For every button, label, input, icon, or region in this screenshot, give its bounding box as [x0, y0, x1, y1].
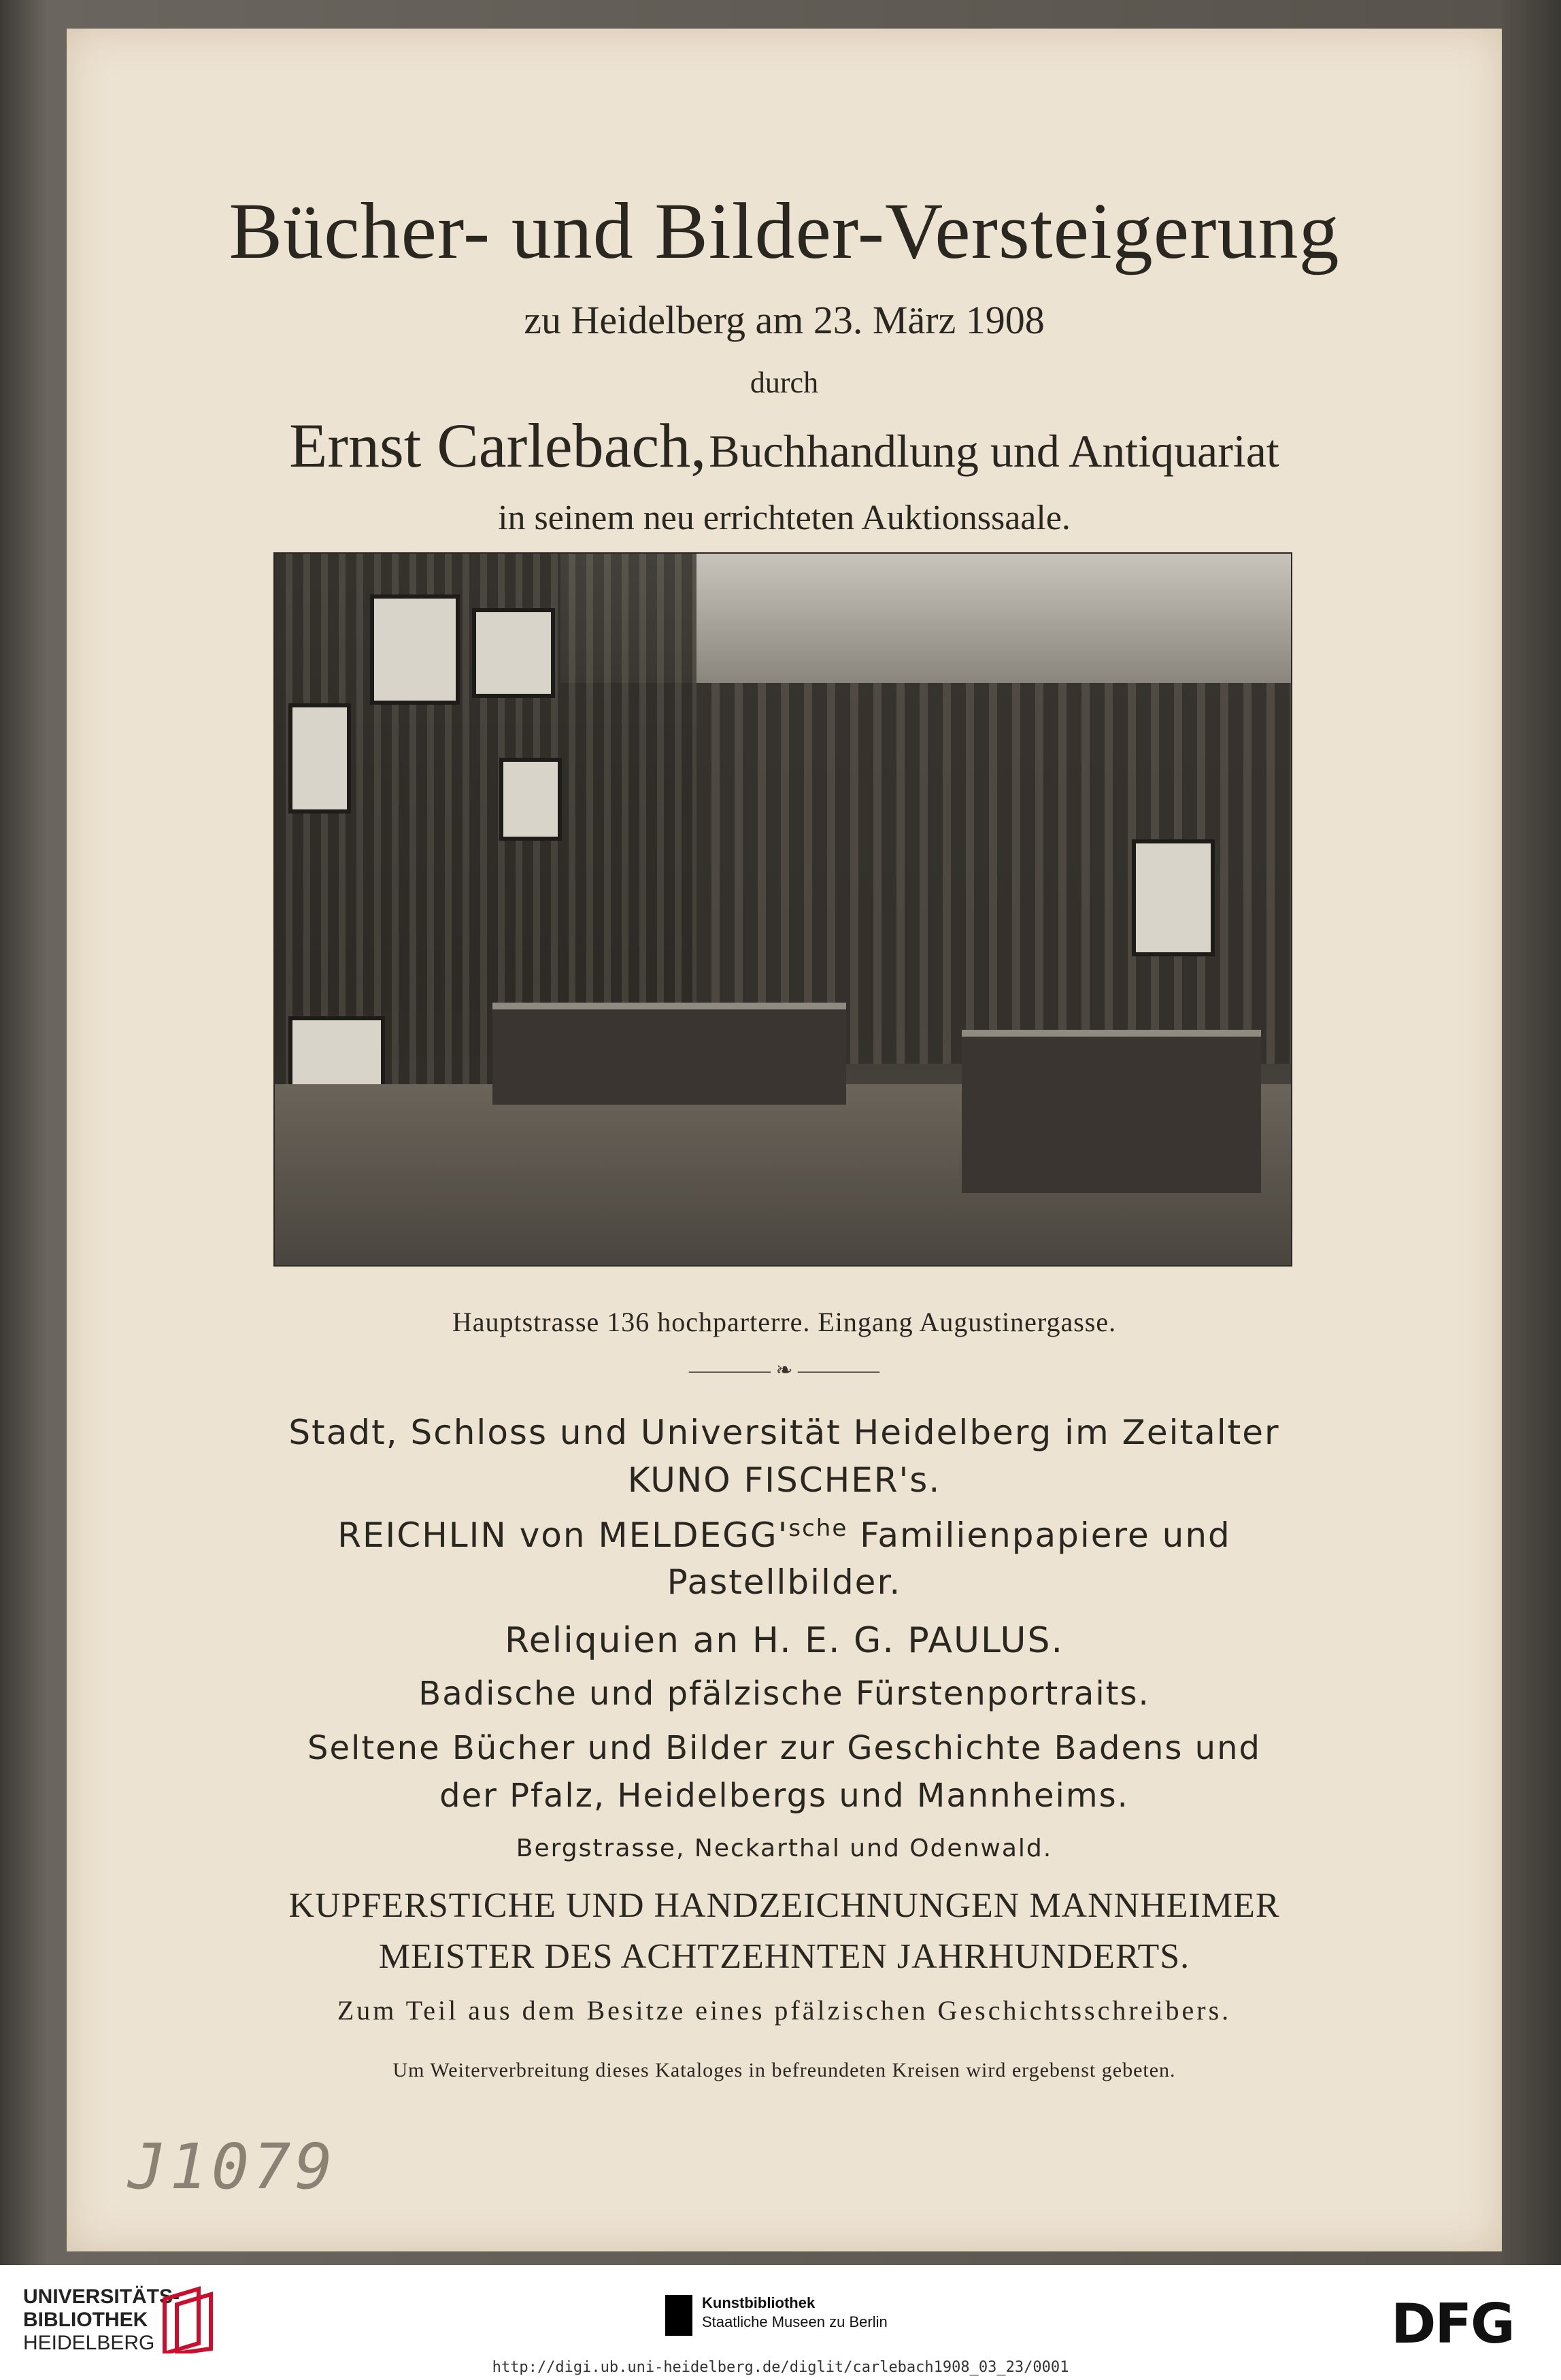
photo-picture-frame: [472, 608, 555, 698]
content-line-4: Pastellbilder.: [667, 1562, 902, 1602]
content-line-3-superscript: sche: [788, 1515, 848, 1542]
firm-line: [67, 409, 1502, 482]
content-line-3-rest: Familienpapiere und: [847, 1515, 1231, 1555]
content-line-5: Reliquien an H. E. G. PAULUS.: [504, 1620, 1064, 1661]
kb-logo-line-2: Staatliche Museen zu Berlin: [702, 2313, 888, 2330]
photo-picture-frame: [288, 1016, 385, 1092]
page-title: Bücher- und Bilder-Versteigerung: [229, 186, 1340, 275]
content-line-12: Zum Teil aus dem Besitze eines pfälzischen Geschichtsschreibers.: [337, 1995, 1232, 2026]
kunstbibliothek-logo[interactable]: [702, 2294, 888, 2332]
content-line-7: Seltene Bücher und Bilder zur Geschichte Badens und: [307, 1729, 1261, 1767]
photo-table-right: [962, 1030, 1261, 1193]
content-line-3-main: REICHLIN von MELDEGG': [337, 1515, 789, 1555]
photo-caption: Hauptstrasse 136 hochparterre. Eingang Augustinergasse.: [452, 1307, 1117, 1337]
permalink-url[interactable]: http://digi.ub.uni-heidelberg.de/diglit/carlebach1908_03_23/0001: [492, 2359, 1069, 2376]
kb-logo-line-1: Kunstbibliothek: [702, 2294, 816, 2311]
content-line-6: Badische und pfälzische Fürstenportraits.: [418, 1675, 1150, 1713]
content-line-8: der Pfalz, Heidelbergs und Mannheims.: [439, 1777, 1129, 1815]
catalog-cover-page: [67, 29, 1502, 2251]
auction-room-line: in seinem neu errichteten Auktionssaale.: [498, 499, 1071, 537]
content-line-1: Stadt, Schloss und Universität Heidelberg im Zeitalter: [288, 1413, 1280, 1452]
content-line-13: Um Weiterverbreitung dieses Kataloges in befreundeten Kreisen wird ergebenst gebeten.: [392, 2059, 1176, 2081]
content-line-2: KUNO FISCHER's.: [627, 1460, 941, 1500]
ub-logo-line-1: UNIVERSITÄTS-: [23, 2285, 180, 2308]
content-line-3: [67, 1515, 1502, 1555]
ornament-divider: ———— ❧ ————: [688, 1359, 880, 1381]
photo-picture-frame: [288, 703, 351, 814]
auction-room-photo: [273, 552, 1292, 1267]
digitization-footer: [0, 2265, 1561, 2380]
photo-portrait-easel: [1132, 839, 1215, 956]
firm-name: Ernst Carlebach,: [289, 411, 707, 480]
kunstbibliothek-logo-icon: [665, 2295, 692, 2336]
auction-date-line: zu Heidelberg am 23. März 1908: [524, 298, 1045, 342]
durch-line: durch: [750, 366, 819, 399]
ub-logo-icon: [158, 2285, 219, 2353]
ub-logo-line-2: BIBLIOTHEK: [23, 2309, 148, 2331]
content-line-9: Bergstrasse, Neckarthal und Odenwald.: [516, 1834, 1053, 1862]
firm-business: Buchhandlung und Antiquariat: [709, 425, 1279, 477]
photo-picture-frame: [499, 758, 562, 841]
handwritten-shelfmark: J1079: [128, 2130, 337, 2203]
ub-heidelberg-logo[interactable]: [23, 2285, 180, 2355]
content-line-10: KUPFERSTICHE UND HANDZEICHNUNGEN MANNHEIMER: [288, 1886, 1280, 1925]
photo-picture-frame: [370, 594, 460, 705]
dfg-logo[interactable]: DFG: [1391, 2292, 1514, 2356]
content-line-11: MEISTER DES ACHTZEHNTEN JAHRHUNDERTS.: [378, 1937, 1190, 1976]
ub-logo-line-3: HEIDELBERG: [23, 2332, 155, 2354]
photo-table-left: [492, 1003, 846, 1105]
